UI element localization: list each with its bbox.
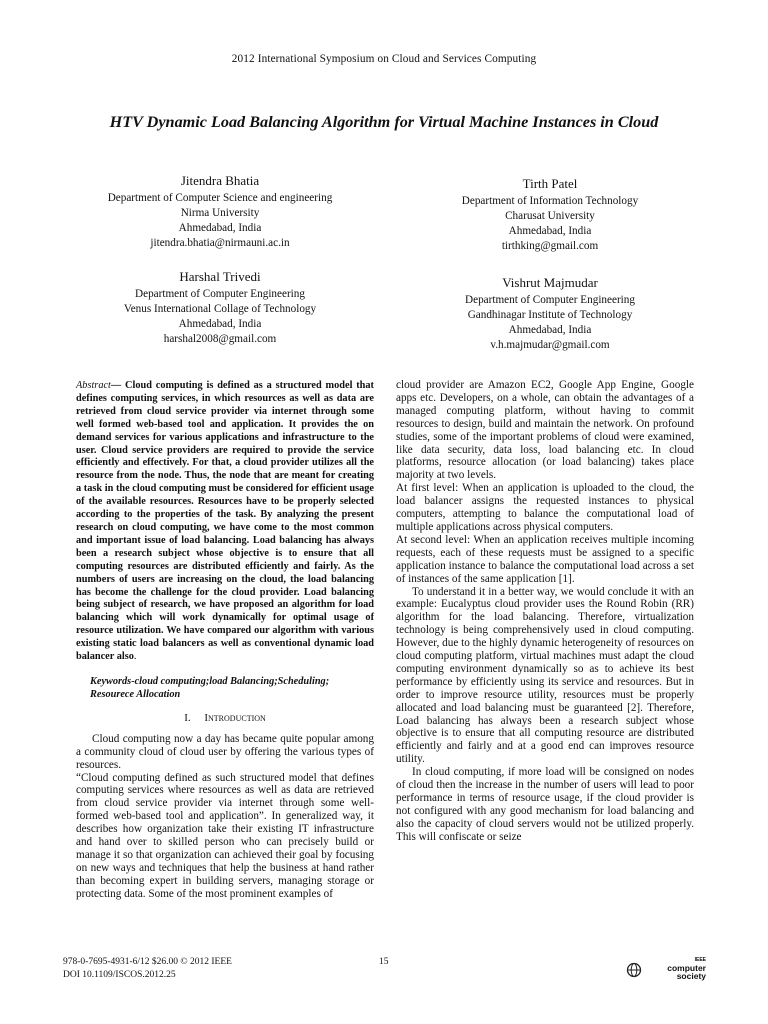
author-block [400,275,700,353]
author-email: tirthking@gmail.com [501,240,599,252]
abstract-end: . [133,651,137,663]
logo-society: society [676,971,706,981]
author-email: harshal2008@gmail.com [163,333,277,345]
footer-copyright [63,956,232,982]
author-name: Tirth Patel [522,176,578,191]
logo-text [640,956,706,980]
author-email: v.h.majmudar@gmail.com [490,339,610,351]
copyright-line: 978-0-7695-4931-6/12 $26.00 © 2012 IEEE [63,957,232,967]
author-dept: Department of Computer Science and engineering [107,192,333,204]
logo-ieee: IEEE [694,957,706,963]
author-org: Venus International Collage of Technology [123,303,317,315]
author-org: Charusat University [505,210,595,222]
section-number: I. [184,711,191,724]
author-block [400,176,700,254]
right-column [396,379,694,844]
author-city: Ahmedabad, India [178,318,262,330]
left-column [76,380,374,901]
section-title: Introduction [204,711,266,724]
author-name: Harshal Trivedi [179,269,261,284]
author-block [70,269,370,347]
page-number: 15 [379,957,389,967]
logo-computer: computer [667,963,706,973]
author-email: jitendra.bhatia@nirmauni.ac.in [150,237,290,249]
author-name: Jitendra Bhatia [180,173,260,188]
author-city: Ahmedabad, India [508,324,592,336]
body-paragraph: At second level: When an application receives multiple incoming requests, each of these requests must be assigned to a specific application instance to balance the computational load across a set of instances of the same application [1]. [396,533,694,585]
abstract-dash: — [110,380,122,391]
doi-line: DOI 10.1109/ISCOS.2012.25 [63,970,176,980]
body-paragraph: To understand it in a better way, we would conclude it with an example: Eucalyptus cloud provider uses the Round Robin (RR) algorithm for the load balancing. Therefore, virtualization technology is being comprehensively used in cloud computing. However, due to the highly dynamic heterogeneity of resources on cloud computing platform, virtual machines must adapt the cloud computing environment dynamically so as to achieve its best performance by efficiently using its service and resources. But in order to improve resource utility, resources must be properly allocated and load balancing must be guaranteed [2]. Therefore, Load balancing has always been a research subject whose objective is to ensure that all computing resource are distributed efficiently and fairly and at a good end can improves resource utility. [396,585,694,766]
body-paragraph: Cloud computing now a day has became quite popular among a community cloud of cloud user by offering the various types of resources. [76,732,374,771]
body-paragraph: “Cloud computing defined as such structured model that defines computing services where resources as well as data are retrieved from cloud service provider via internet through some well-formed web-based tool and application”. In generalized way, it describes how organization take their existing IT infrastructure and hand over to skilled person who can precisely build or manage it so that organization can achieved their goal by focusing on new ways and techniques that help the business at hand rather than becoming expert in building servers, managing storage or protecting data. Some of the most prominent examples of [76,771,374,900]
abstract-text: Cloud computing is defined as a structured model that defines computing services, in which resources as well as data are retrieved from cloud service provider via internet through some well formed web-based tool and application. It provides the on demand services for various applications and infrastructure to the user. Cloud service providers are required to provide the service efficiently and effectively. For that, a cloud provider utilizes all the resource from the node. Thus, the node that are meant for creating a task in the cloud computing must be considered for efficient usage of the available resources. Resources have to be properly selected according to the properties of the task. By analyzing the present research on cloud computing, we have come to the most common and important issue of load balancing. Load balancing has always been a research subject whose objective is to ensure that all computing resources are distributed efficiently and fairly. As the numbers of users are increasing on the cloud, the load balancing has become the challenge for the cloud provider. Load balancing being subject of research, we have proposed an algorithm for load balancing which will work dynamically for optimal usage of resource utilization. We have compared our algorithm with various existing static load balancers as well as conventional dynamic load balancer also [76,380,374,663]
keywords: Keywords-cloud computing;load Balancing;Scheduling; Resourece Allocation [90,675,330,700]
author-city: Ahmedabad, India [178,222,262,234]
abstract-label: Abstract [76,380,111,391]
author-city: Ahmedabad, India [508,225,592,237]
paper-title: HTV Dynamic Load Balancing Algorithm for Virtual Machine Instances in Cloud [109,113,659,131]
author-name: Vishrut Majmudar [502,275,598,290]
conference-header: 2012 International Symposium on Cloud and Services Computing [231,53,537,65]
body-paragraph: At first level: When an application is uploaded to the cloud, the load balancer assigns the requested instances to physical computers, attempting to balance the computational load of multiple applications across physical computers. [396,482,694,533]
section-heading [76,712,374,725]
abstract [76,380,374,664]
body-paragraph: cloud provider are Amazon EC2, Google App Engine, Google apps etc. Developers, on a whole, can obtain the advantages of a managed computing platform, without having to commit resources to design, build and maintain the network. On profound studies, some of the important problems of cloud were examined, like data security, data loss, load balancing etc. In cloud platforms, resource allocation (or load balancing) takes place majority at two levels. [396,379,694,482]
author-org: Nirma University [180,207,260,219]
author-dept: Department of Computer Engineering [135,288,305,300]
author-org: Gandhinagar Institute of Technology [467,309,633,321]
author-dept: Department of Information Technology [461,195,639,207]
computer-society-logo [626,956,706,982]
body-paragraph: In cloud computing, if more load will be consigned on nodes of cloud then the increase in the number of users will lead to poor performance in terms of resource usage, if the cloud provider is not configured with any good mechanism for load balancing and also the capacity of cloud servers would not be utilized properly. This will confiscate or seize [396,766,694,843]
author-dept: Department of Computer Engineering [465,294,635,306]
author-block [70,173,370,251]
